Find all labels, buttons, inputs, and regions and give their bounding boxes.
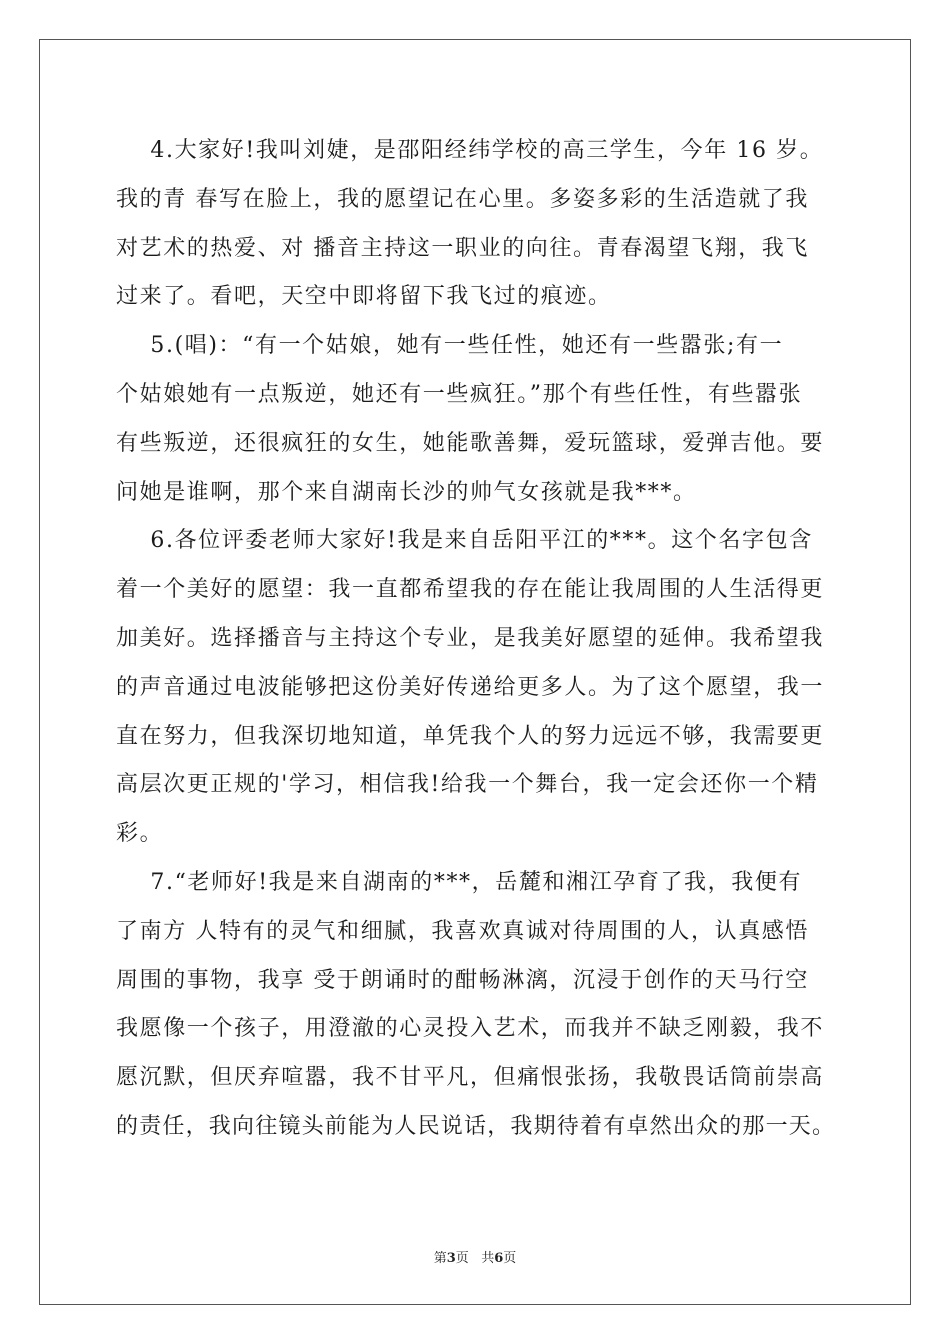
text-line: 我愿像一个孩子，用澄澈的心灵投入艺术，而我并不缺乏刚毅，我不 [116, 1016, 825, 1042]
text-line: 过来了。看吧，天空中即将留下我飞过的痕迹。 [116, 284, 612, 310]
text-line: 的责任，我向往镜头前能为人民说话，我期待着有卓然出众的那一天。 [116, 1113, 836, 1139]
text-line: 有些叛逆，还很疯狂的女生，她能歌善舞，爱玩篮球，爱弹吉他。要 [116, 430, 825, 456]
text-line: 个姑娘她有一点叛逆，她还有一些疯狂。”那个有些任性，有些嚣张 [116, 381, 803, 407]
footer-total-unit: 页 [503, 1251, 517, 1266]
text-line: 愿沉默，但厌弃喧嚣，我不甘平凡，但痛恨张扬，我敬畏话筒前崇高 [116, 1065, 825, 1091]
text-line: 直在努力，但我深切地知道，单凭我个人的努力远远不够，我需要更 [116, 723, 825, 749]
current-page-number: 3 [446, 1251, 456, 1266]
text-line: 周围的事物，我享 受于朗诵时的酣畅淋漓，沉浸于创作的天马行空 [116, 967, 809, 993]
footer-total-prefix: 共 [481, 1251, 495, 1266]
text-line: 着一个美好的愿望：我一直都希望我的存在能让我周围的人生活得更 [116, 577, 825, 603]
text-line: 对艺术的热爱、对 播音主持这一职业的向往。青春渴望飞翔，我飞 [116, 235, 809, 261]
total-page-number: 6 [494, 1251, 504, 1266]
text-line: 高层次更正规的'学习，相信我!给我一个舞台，我一定会还你一个精 [116, 772, 819, 798]
page-footer [0, 1247, 950, 1266]
text-line: 我的青 春写在脸上，我的愿望记在心里。多姿多彩的生活造就了我 [116, 186, 809, 212]
text-line: 6.各位评委老师大家好!我是来自岳阳平江的***。这个名字包含 [116, 528, 813, 554]
text-line: 7.“老师好!我是来自湖南的***，岳麓和湘江孕育了我，我便有 [116, 869, 803, 895]
text-line: 4.大家好!我叫刘婕，是邵阳经纬学校的高三学生，今年 16 岁。 [116, 138, 824, 163]
document-body [116, 127, 836, 1152]
footer-prefix: 第 [433, 1251, 447, 1266]
text-line: 的声音通过电波能够把这份美好传递给更多人。为了这个愿望，我一 [116, 674, 825, 700]
text-line: 了南方 人特有的灵气和细腻，我喜欢真诚对待周围的人，认真感悟 [116, 918, 809, 944]
text-line: 5.(唱)：“有一个姑娘，她有一些任性，她还有一些嚣张;有一 [116, 333, 784, 359]
footer-page-unit: 页 [455, 1251, 469, 1266]
text-line: 彩。 [116, 821, 164, 847]
text-line: 问她是谁啊，那个来自湖南长沙的帅气女孩就是我***。 [116, 479, 697, 505]
text-line: 加美好。选择播音与主持这个专业，是我美好愿望的延伸。我希望我 [116, 625, 825, 651]
